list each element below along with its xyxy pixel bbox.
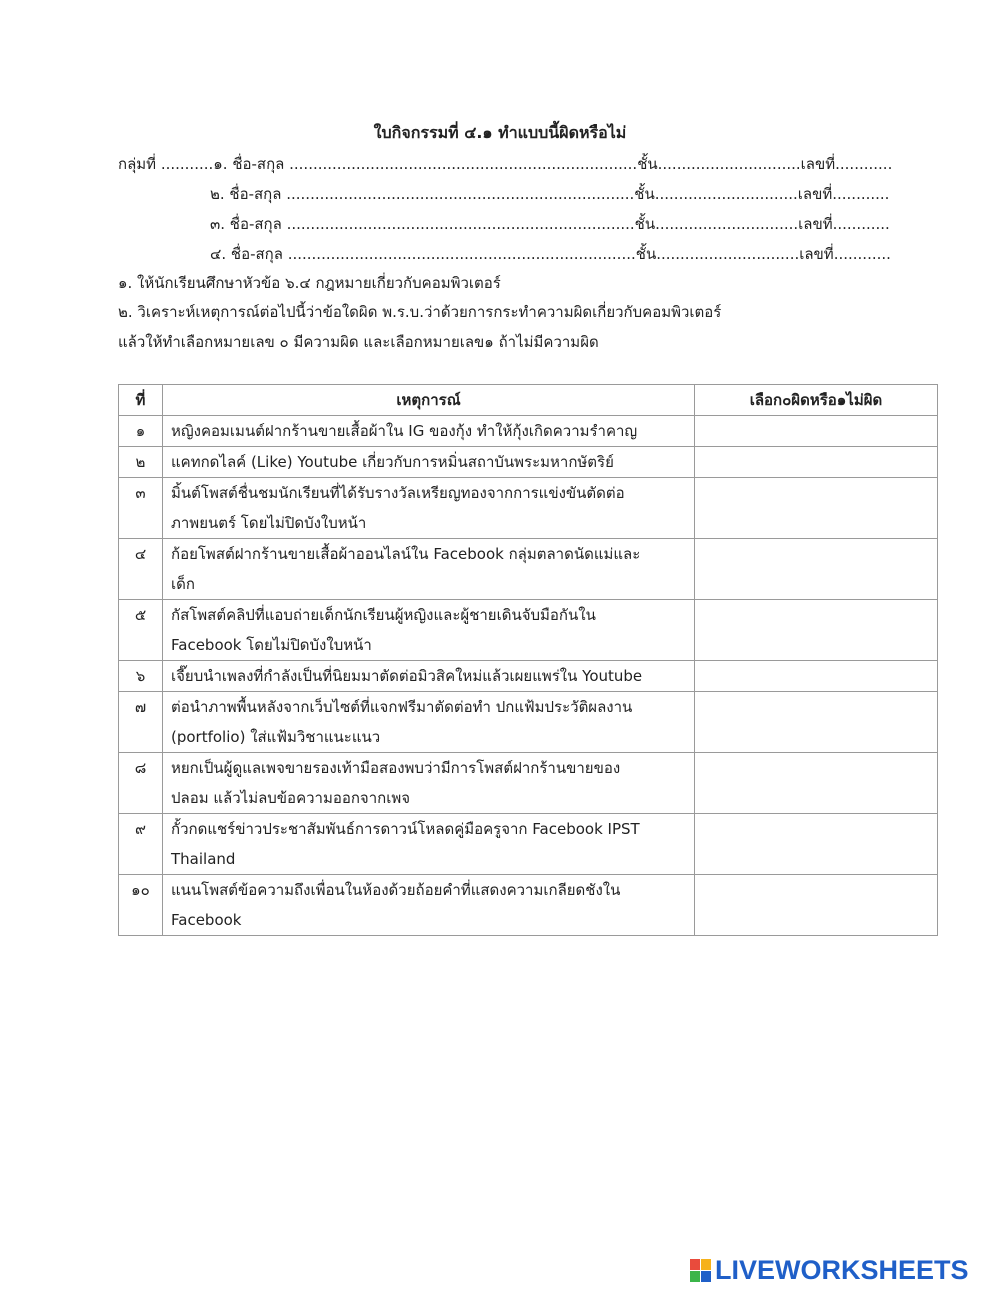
row-number: ๒ <box>119 447 163 478</box>
event-text-line: เจี๊ยบนำเพลงที่กำลังเป็นที่นิยมมาตัดต่อมิวสิคใหม่แล้วเผยแพร่ใน Youtube <box>171 667 643 685</box>
instruction-2: ๒. วิเคราะห์เหตุการณ์ต่อไปนี้ว่าข้อใดผิด พ.ร.บ.ว่าด้วยการกระทำความผิดเกี่ยวกับคอมพิวเตอร์ <box>118 303 722 321</box>
answer-cell[interactable] <box>695 600 938 661</box>
event-text-line: Facebook โดยไม่ปิดบังใบหน้า <box>171 636 372 654</box>
logo-square <box>690 1259 700 1270</box>
row-number: ๙ <box>119 814 163 875</box>
answer-cell[interactable] <box>695 447 938 478</box>
table-row <box>119 478 938 539</box>
event-text-line: Facebook <box>171 911 242 929</box>
event-text-line: ภาพยนตร์ โดยไม่ปิดบังใบหน้า <box>171 514 367 532</box>
event-text-line: ต่อนำภาพพื้นหลังจากเว็บไซต์ที่แจกฟรีมาตัดต่อทำ ปกแฟ้มประวัติผลงาน <box>171 698 633 716</box>
event-text-line: แคทกดไลค์ (Like) Youtube เกี่ยวกับการหมิ่นสถาบันพระมหากษัตริย์ <box>171 453 614 471</box>
answer-cell[interactable] <box>695 692 938 753</box>
event-text-line: มิ้นต์โพสต์ชื่นชมนักเรียนที่ได้รับรางวัลเหรียญทองจากการแข่งขันตัดต่อ <box>171 484 625 502</box>
event-text-line: เด็ก <box>171 575 195 593</box>
row-event <box>163 875 695 936</box>
logo-mark-icon <box>690 1259 711 1282</box>
table-row <box>119 447 938 478</box>
header-event: เหตุการณ์ <box>163 385 695 416</box>
event-text-line: กัสโพสต์คลิปที่แอบถ่ายเด็กนักเรียนผู้หญิงและผู้ชายเดินจับมือกันใน <box>171 606 596 624</box>
event-text-line: หญิงคอมเมนต์ฝากร้านขายเสื้อผ้าใน IG ของกุ้ง ทำให้กุ้งเกิดความรำคาญ <box>171 422 638 440</box>
row-number: ๘ <box>119 753 163 814</box>
answer-cell[interactable] <box>695 539 938 600</box>
row-event <box>163 539 695 600</box>
row-number: ๑ <box>119 416 163 447</box>
row-event <box>163 814 695 875</box>
row-number: ๑๐ <box>119 875 163 936</box>
event-text-line: (portfolio) ใส่แฟ้มวิชาแนะแนว <box>171 728 381 746</box>
row-number: ๕ <box>119 600 163 661</box>
row-event <box>163 661 695 692</box>
row-number: ๗ <box>119 692 163 753</box>
table-row <box>119 753 938 814</box>
group-line: กลุ่มที่ ...........๑. ชื่อ-สกุล .........................................................................ชั้น..............................เลขที่............ <box>118 155 893 173</box>
row-event <box>163 447 695 478</box>
logo-square <box>690 1271 700 1282</box>
member-line-4: ๔. ชื่อ-สกุล .........................................................................ชั้น..............................เลขที่............ <box>210 245 891 263</box>
header-no: ที่ <box>119 385 163 416</box>
answer-cell[interactable] <box>695 416 938 447</box>
worksheet-title: ใบกิจกรรมที่ ๔.๑ ทำแบบนี้ผิดหรือไม่ <box>373 123 627 142</box>
answer-cell[interactable] <box>695 478 938 539</box>
event-text-line: ก้อยโพสต์ฝากร้านขายเสื้อผ้าออนไลน์ใน Facebook กลุ่มตลาดนัดแม่และ <box>171 545 641 563</box>
row-event <box>163 692 695 753</box>
event-text-line: แนนโพสต์ข้อความถึงเพื่อนในห้องด้วยถ้อยคำที่แสดงความเกลียดชังใน <box>171 881 621 899</box>
answer-cell[interactable] <box>695 814 938 875</box>
row-number: ๖ <box>119 661 163 692</box>
liveworksheets-logo <box>690 1255 969 1286</box>
table-row <box>119 814 938 875</box>
row-event <box>163 600 695 661</box>
table-body <box>119 416 938 936</box>
event-text-line: กั้วกดแชร์ข่าวประชาสัมพันธ์การดาวน์โหลดคู่มือครูจาก Facebook IPST <box>171 820 640 838</box>
header-answer: เลือก๐ผิดหรือ๑ไม่ผิด <box>695 385 938 416</box>
logo-text: LIVEWORKSHEETS <box>715 1255 969 1285</box>
table-row <box>119 600 938 661</box>
table-row <box>119 539 938 600</box>
table-row <box>119 692 938 753</box>
row-event <box>163 478 695 539</box>
row-number: ๔ <box>119 539 163 600</box>
member-line-2: ๒. ชื่อ-สกุล .........................................................................ชั้น..............................เลขที่............ <box>210 185 890 203</box>
instruction-3: แล้วให้ทำเลือกหมายเลข ๐ มีความผิด และเลือกหมายเลข๑ ถ้าไม่มีความผิด <box>118 333 599 351</box>
logo-square <box>701 1259 711 1270</box>
logo-square <box>701 1271 711 1282</box>
table-row <box>119 875 938 936</box>
answer-cell[interactable] <box>695 753 938 814</box>
instruction-1: ๑. ให้นักเรียนศึกษาหัวข้อ ๖.๔ กฎหมายเกี่ยวกับคอมพิวเตอร์ <box>118 274 501 292</box>
table-header-row <box>119 385 938 416</box>
member-line-3: ๓. ชื่อ-สกุล .........................................................................ชั้น..............................เลขที่............ <box>210 215 890 233</box>
event-text-line: ปลอม แล้วไม่ลบข้อความออกจากเพจ <box>171 789 411 807</box>
row-number: ๓ <box>119 478 163 539</box>
event-text-line: หยกเป็นผู้ดูแลเพจขายรองเท้ามือสองพบว่ามีการโพสต์ฝากร้านขายของ <box>171 759 621 777</box>
answer-cell[interactable] <box>695 875 938 936</box>
table-row <box>119 661 938 692</box>
event-text-line: Thailand <box>171 850 236 868</box>
row-event <box>163 753 695 814</box>
table-row <box>119 416 938 447</box>
answer-cell[interactable] <box>695 661 938 692</box>
events-table <box>118 384 938 936</box>
row-event <box>163 416 695 447</box>
